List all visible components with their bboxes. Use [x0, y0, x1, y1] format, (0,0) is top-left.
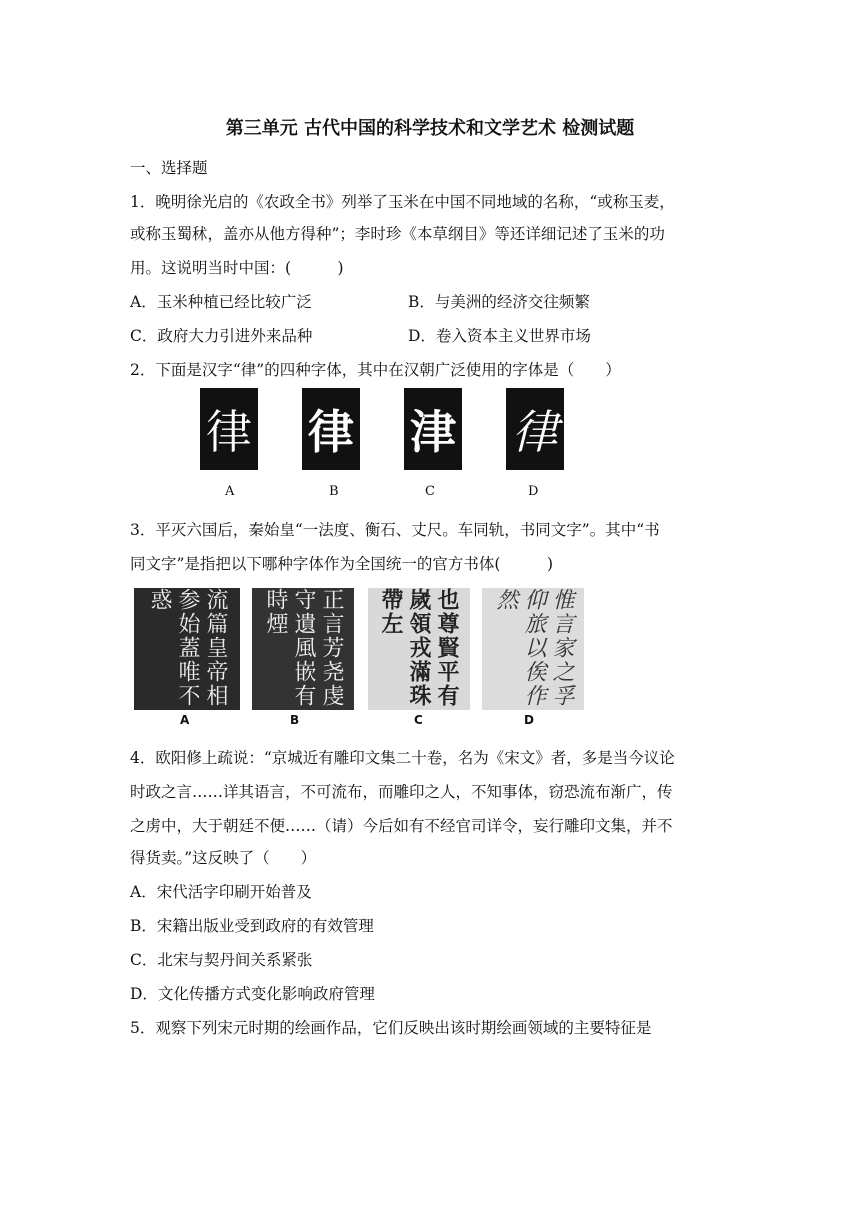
option-d[interactable]: D．卷入资本主义世界市场	[408, 327, 591, 345]
glyph-char: 律	[512, 405, 558, 459]
question-text-line: 或称玉蜀秫，盖亦从他方得种”；李时珍《本草纲目》等还详细记述了玉米的功	[130, 225, 665, 243]
calligraphy-image-b	[252, 588, 354, 710]
glyph-label-c: C	[425, 484, 435, 499]
question-text-line: 用。这说明当时中国：( )	[130, 259, 344, 277]
glyph-image-b	[302, 388, 360, 470]
option-b[interactable]: B．宋籍出版业受到政府的有效管理	[130, 917, 374, 935]
calligraphy-label-d: D	[524, 713, 534, 727]
question-text-line: 之虏中，大于朝廷不便……（请）今后如有不经官司详令，妄行雕印文集，并不	[130, 817, 673, 835]
question-text-line: 2．下面是汉字“律”的四种字体，其中在汉朝广泛使用的字体是（ ）	[130, 361, 621, 379]
calligraphy-text: 正言芳尧虔守遺風嵌有時煙	[263, 588, 344, 708]
glyph-label-a: A	[225, 484, 235, 499]
calligraphy-text: 惟言家之孚仰旅以俟作然	[493, 588, 574, 708]
option-b[interactable]: B．与美洲的经济交往频繁	[408, 293, 590, 311]
glyph-image-c	[404, 388, 462, 470]
glyph-char: 律	[206, 405, 252, 459]
calligraphy-label-a: A	[180, 713, 190, 727]
option-c[interactable]: C．政府大力引进外来品种	[130, 327, 313, 345]
calligraphy-label-b: B	[290, 713, 300, 727]
question-text-line: 3．平灭六国后，秦始皇“一法度、衡石、丈尺。车同轨，书同文字”。其中“书	[130, 521, 660, 539]
option-a[interactable]: A．宋代活字印刷开始普及	[130, 883, 312, 901]
calligraphy-image-a	[134, 588, 240, 710]
calligraphy-image-c	[368, 588, 470, 710]
question-text-line: 1．晚明徐光启的《农政全书》列举了玉米在中国不同地域的名称，“或称玉麦，	[130, 193, 675, 211]
question-text-line: 时政之言……详其语言，不可流布，而雕印之人，不知事体，窃恐流布渐广，传	[130, 783, 673, 801]
section-heading: 一、选择题	[130, 159, 208, 177]
glyph-image-a	[200, 388, 258, 470]
calligraphy-label-c: C	[414, 713, 423, 727]
option-c[interactable]: C．北宋与契丹间关系紧张	[130, 951, 313, 969]
question-text-line: 4．欧阳修上疏说：“京城近有雕印文集二十卷，名为《宋文》者，多是当今议论	[130, 749, 675, 767]
glyph-char: 津	[410, 405, 456, 459]
question-text-line: 得货卖。”这反映了（ ）	[130, 849, 317, 867]
glyph-char: 律	[308, 405, 354, 459]
question-text-line: 同文字”是指把以下哪种字体作为全国统一的官方书体( )	[130, 555, 554, 573]
option-a[interactable]: A．玉米种植已经比较广泛	[130, 293, 312, 311]
question-text-line: 5．观察下列宋元时期的绘画作品，它们反映出该时期绘画领域的主要特征是	[130, 1019, 652, 1037]
glyph-label-d: D	[528, 484, 539, 499]
glyph-image-d	[506, 388, 564, 470]
page-title: 第三单元 古代中国的科学技术和文学艺术 检测试题	[225, 118, 635, 139]
calligraphy-text: 也尊賢平有嵗領戎滿珠帶左	[378, 588, 460, 708]
calligraphy-text: 流篇皇帝相参始蓋唯不惑	[147, 588, 228, 708]
glyph-label-b: B	[329, 484, 339, 499]
option-d[interactable]: D．文化传播方式变化影响政府管理	[130, 985, 375, 1003]
calligraphy-image-d	[482, 588, 584, 710]
